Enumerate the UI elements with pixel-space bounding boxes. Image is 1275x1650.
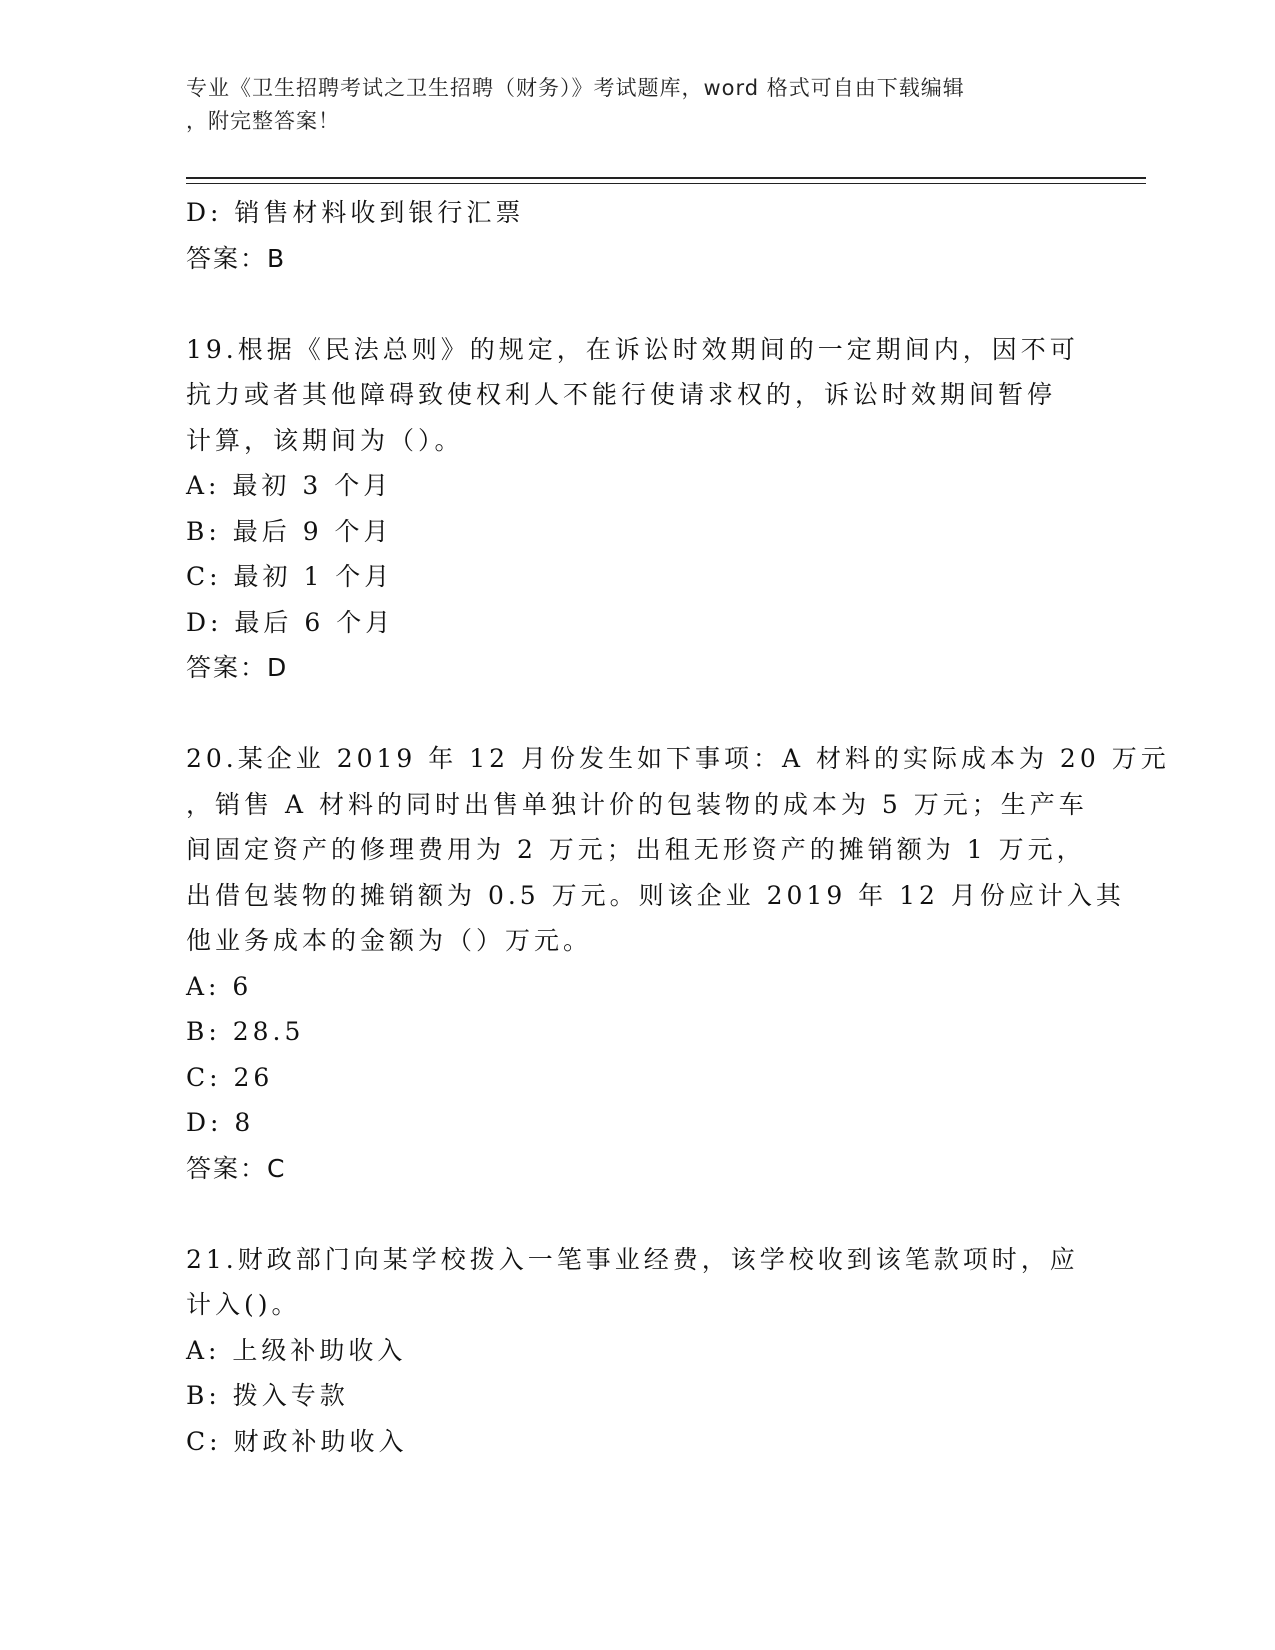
document-header	[186, 72, 1086, 138]
question-20-line-2: ，销售 A 材料的同时出售单独计价的包装物的成本为 5 万元；生产车	[186, 789, 1088, 819]
header-line-1: 专业《卫生招聘考试之卫生招聘（财务）》考试题库，word 格式可自由下载编辑	[186, 76, 965, 100]
header-line-2: ，附完整答案！	[186, 109, 340, 133]
header-divider-thick	[186, 177, 1146, 179]
question-20-option-d: D: 8	[186, 1108, 255, 1137]
question-19-text	[186, 327, 1086, 464]
question-18-tail	[186, 190, 1086, 281]
spacer	[186, 281, 1086, 327]
question-19-option-a: A: 最初 3 个月	[186, 471, 393, 500]
question-20-line-5: 他业务成本的金额为（）万元。	[186, 926, 593, 955]
question-20-text	[186, 736, 1170, 964]
question-21-option-a: A: 上级补助收入	[186, 1335, 407, 1365]
question-19-line-3: 计算，该期间为（）。	[186, 425, 464, 455]
question-20-answer: 答案：C	[186, 1153, 287, 1183]
spacer	[186, 1191, 1086, 1237]
question-21	[186, 1237, 1086, 1465]
question-21-text	[186, 1237, 1086, 1328]
question-20-option-b: B: 28.5	[186, 1017, 305, 1046]
question-20-line-3: 间固定资产的修理费用为 2 万元；出租无形资产的摊销额为 1 万元，	[186, 835, 1086, 864]
question-19-option-c: C: 最初 1 个月	[186, 562, 394, 591]
question-18-answer: 答案：B	[186, 243, 287, 273]
question-19-line-1: 19.根据《民法总则》的规定，在诉讼时效期间的一定期间内，因不可	[186, 334, 1079, 364]
question-20-line-1: 20.某企业 2019 年 12 月份发生如下事项：A 材料的实际成本为 20 万元	[186, 744, 1170, 773]
question-19-option-d: D: 最后 6 个月	[186, 607, 395, 637]
spacer	[186, 691, 1086, 737]
question-19-line-2: 抗力或者其他障碍致使权利人不能行使请求权的，诉讼时效期间暂停	[186, 380, 1057, 409]
question-list	[186, 190, 1170, 1464]
question-21-option-b: B: 拨入专款	[186, 1381, 349, 1410]
question-19	[186, 327, 1086, 691]
question-20-line-4: 出借包装物的摊销额为 0.5 万元。则该企业 2019 年 12 月份应计入其	[186, 880, 1125, 910]
question-20-option-a: A: 6	[186, 971, 253, 1001]
question-21-option-c: C: 财政补助收入	[186, 1426, 408, 1456]
question-19-option-b: B: 最后 9 个月	[186, 516, 393, 546]
question-18-option-d: D: 销售材料收到银行汇票	[186, 198, 525, 227]
header-divider-thin	[186, 183, 1146, 184]
question-20	[186, 736, 1170, 1191]
question-21-line-1: 21.财政部门向某学校拨入一笔事业经费，该学校收到该笔款项时，应	[186, 1244, 1079, 1274]
question-21-line-2: 计入()。	[186, 1290, 301, 1319]
question-20-option-c: C: 26	[186, 1062, 274, 1092]
question-19-answer: 答案：D	[186, 653, 289, 682]
